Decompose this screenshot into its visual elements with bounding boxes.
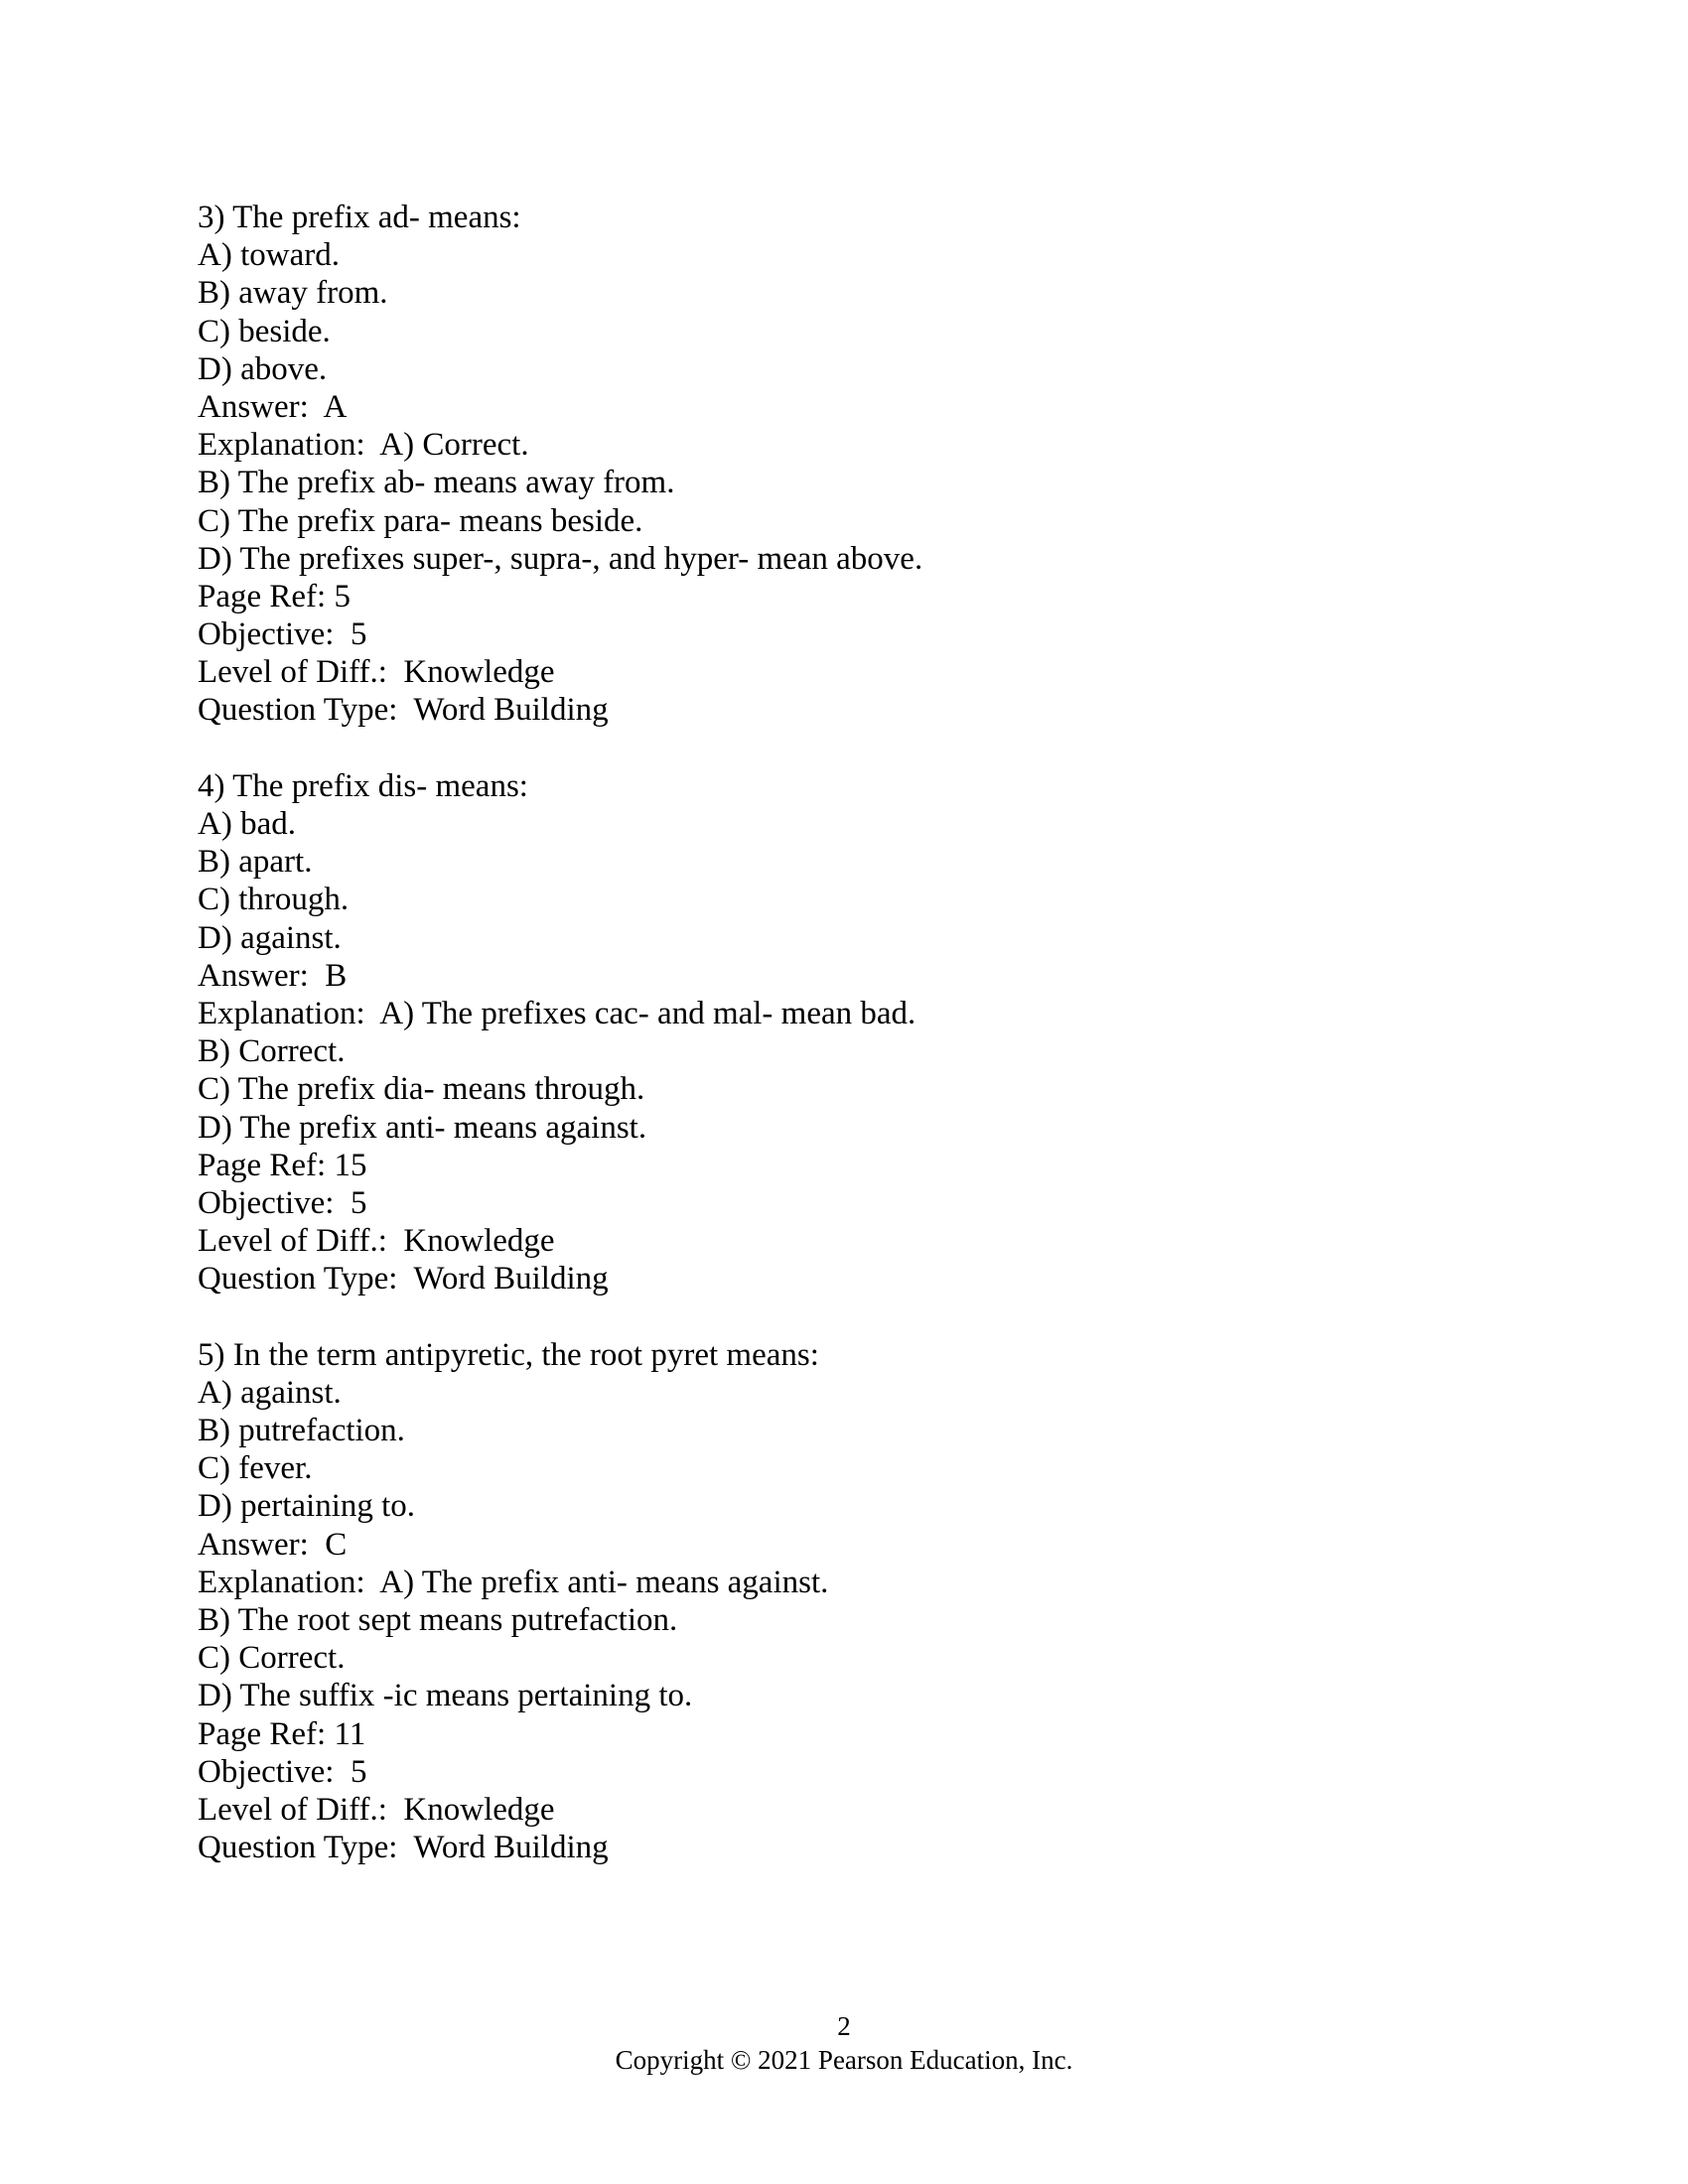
explanation-line: C) The prefix para- means beside. [198, 502, 643, 539]
explanation-line: Explanation: A) Correct. [198, 427, 529, 464]
explanation-line: D) The prefix anti- means against. [198, 1109, 647, 1146]
explanation-line: D) The prefixes super-, supra-, and hyper- mean above. [198, 540, 923, 577]
explanation-line: Explanation: A) The prefix anti- means against. [198, 1564, 829, 1600]
objective: Objective: 5 [198, 1753, 367, 1790]
option-b: B) putrefaction. [198, 1413, 405, 1448]
objective: Objective: 5 [198, 1184, 367, 1221]
answer: Answer: A [198, 388, 348, 425]
question-stem: 3) The prefix ad- means: [198, 200, 521, 235]
option-d: D) against. [198, 919, 342, 956]
option-d: D) above. [198, 350, 328, 387]
page-ref: Page Ref: 5 [198, 578, 351, 614]
explanation-line: C) The prefix dia- means through. [198, 1071, 645, 1108]
option-a: A) toward. [198, 237, 340, 274]
explanation-line: B) Correct. [198, 1033, 346, 1070]
explanation-line: Explanation: A) The prefixes cac- and mal- mean bad. [198, 995, 916, 1031]
page-footer [0, 2009, 1688, 2077]
question-block [198, 199, 1488, 730]
level-of-difficulty: Level of Diff.: Knowledge [198, 1791, 555, 1828]
explanation-line: D) The suffix -ic means pertaining to. [198, 1678, 693, 1714]
explanation-line: B) The prefix ab- means away from. [198, 465, 675, 501]
option-c: C) beside. [198, 313, 331, 349]
page-ref: Page Ref: 15 [198, 1147, 367, 1183]
option-b: B) away from. [198, 275, 388, 312]
option-d: D) pertaining to. [198, 1488, 416, 1525]
level-of-difficulty: Level of Diff.: Knowledge [198, 654, 555, 691]
level-of-difficulty: Level of Diff.: Knowledge [198, 1223, 555, 1260]
answer: Answer: C [198, 1526, 348, 1563]
question-list [198, 199, 1488, 1866]
answer: Answer: B [198, 957, 348, 994]
question-stem: 5) In the term antipyretic, the root pyret means: [198, 1336, 819, 1373]
page-number: 2 [837, 2011, 851, 2041]
option-a: A) against. [198, 1374, 342, 1411]
option-a: A) bad. [198, 806, 296, 842]
option-b: B) apart. [198, 844, 313, 881]
explanation-line: C) Correct. [198, 1640, 346, 1677]
question-type: Question Type: Word Building [198, 1830, 609, 1866]
question-type: Question Type: Word Building [198, 692, 609, 729]
option-c: C) through. [198, 882, 350, 918]
question-block [198, 767, 1488, 1298]
question-type: Question Type: Word Building [198, 1261, 609, 1297]
objective: Objective: 5 [198, 616, 367, 653]
copyright-notice: Copyright © 2021 Pearson Education, Inc. [615, 2045, 1073, 2075]
question-block [198, 1336, 1488, 1867]
question-stem: 4) The prefix dis- means: [198, 767, 528, 804]
explanation-line: B) The root sept means putrefaction. [198, 1601, 678, 1638]
option-c: C) fever. [198, 1450, 313, 1487]
page-ref: Page Ref: 11 [198, 1715, 366, 1752]
